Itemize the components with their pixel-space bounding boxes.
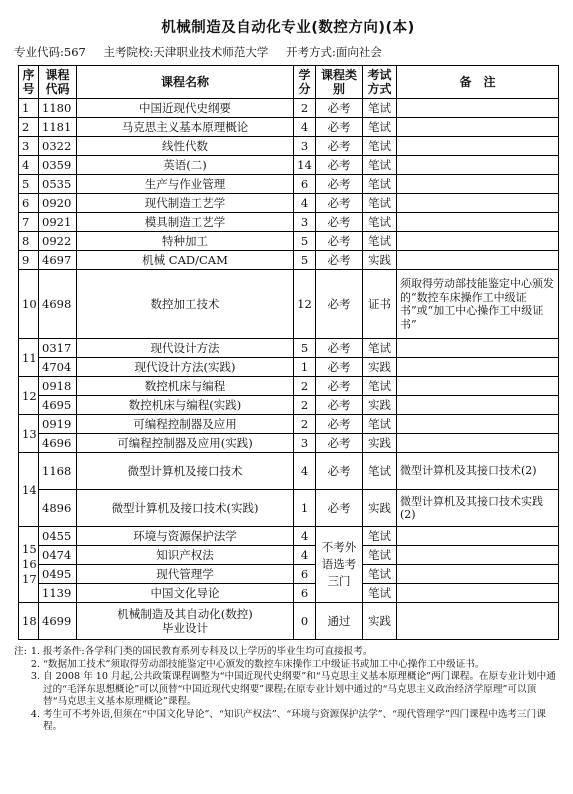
course-code: 0921 — [39, 213, 77, 232]
course-type: 必考 — [316, 156, 363, 175]
exam-method: 笔试 — [363, 584, 397, 603]
course-note — [397, 603, 559, 640]
exam-method: 证书 — [363, 270, 397, 339]
course-no: 14 — [19, 453, 39, 527]
course-type: 必考 — [316, 213, 363, 232]
header-note: 备 注 — [397, 66, 559, 99]
header-code: 课程代码 — [39, 66, 77, 99]
exam-method: 笔试 — [363, 118, 397, 137]
course-note — [397, 339, 559, 358]
table-row — [19, 232, 559, 251]
course-name: 数控机床与编程(实践) — [77, 396, 294, 415]
course-name: 数控加工技术 — [77, 270, 294, 339]
course-name: 机械 CAD/CAM — [77, 251, 294, 270]
course-note — [397, 377, 559, 396]
course-type: 必考 — [316, 339, 363, 358]
footnote-number: 4. — [30, 708, 40, 720]
course-note — [397, 99, 559, 118]
course-type: 必考 — [316, 377, 363, 396]
course-code: 0920 — [39, 194, 77, 213]
course-type: 必考 — [316, 453, 363, 490]
course-note — [397, 118, 559, 137]
table-row — [19, 251, 559, 270]
course-credit: 4 — [294, 546, 316, 565]
exam-method: 笔试 — [363, 377, 397, 396]
course-credit: 6 — [294, 584, 316, 603]
course-note — [397, 175, 559, 194]
course-name: 知识产权法 — [77, 546, 294, 565]
course-credit: 6 — [294, 175, 316, 194]
course-code: 1139 — [39, 584, 77, 603]
header-type: 课程类别 — [316, 66, 363, 99]
course-no: 11 — [19, 339, 39, 377]
course-type: 通过 — [316, 603, 363, 640]
table-row — [19, 358, 559, 377]
course-credit: 6 — [294, 565, 316, 584]
course-credit: 3 — [294, 434, 316, 453]
course-code: 0322 — [39, 137, 77, 156]
footnote-number: 3. — [30, 671, 40, 682]
table-row — [19, 453, 559, 490]
footnote-text: “数据加工技术”须取得劳动部技能鉴定中心颁发的数控车床操作工中级证书或加工中心操作工中级证书。 — [43, 658, 485, 670]
course-name: 中国近现代史纲要 — [77, 99, 294, 118]
exam-method: 实践 — [363, 603, 397, 640]
course-code: 0535 — [39, 175, 77, 194]
course-name: 微型计算机及接口技术(实践) — [77, 490, 294, 527]
document-page — [14, 16, 558, 734]
course-no: 7 — [19, 213, 39, 232]
course-credit: 2 — [294, 99, 316, 118]
course-credit: 1 — [294, 358, 316, 377]
exam-method: 实践 — [363, 358, 397, 377]
table-row — [19, 546, 559, 565]
exam-method: 笔试 — [363, 339, 397, 358]
course-code: 0474 — [39, 546, 77, 565]
course-name: 马克思主义基本原理概论 — [77, 118, 294, 137]
exam-method: 笔试 — [363, 546, 397, 565]
course-code: 1168 — [39, 453, 77, 490]
footnote-item — [18, 659, 558, 672]
table-row — [19, 156, 559, 175]
footnote-text: 考生可不考外语,但须在“中国文化导论”、“知识产权法”、“环境与资源保护法学”、“现代管理学”四门课程中选考三门课程。 — [43, 708, 546, 732]
course-credit: 2 — [294, 396, 316, 415]
course-code: 4697 — [39, 251, 77, 270]
course-code: 0922 — [39, 232, 77, 251]
course-code: 4896 — [39, 490, 77, 527]
table-row — [19, 396, 559, 415]
course-no: 1 — [19, 99, 39, 118]
header-name: 课程名称 — [77, 66, 294, 99]
table-row — [19, 377, 559, 396]
course-code: 1180 — [39, 99, 77, 118]
table-row — [19, 415, 559, 434]
elective-no-line: 15 — [22, 542, 37, 556]
course-credit: 1 — [294, 490, 316, 527]
footnote-number: 1. — [30, 646, 40, 657]
course-no: 12 — [19, 377, 39, 415]
course-name: 线性代数 — [77, 137, 294, 156]
course-credit: 4 — [294, 453, 316, 490]
course-no: 5 — [19, 175, 39, 194]
course-type: 必考 — [316, 194, 363, 213]
course-note — [397, 251, 559, 270]
exam-method: 笔试 — [363, 194, 397, 213]
exam-method: 笔试 — [363, 213, 397, 232]
course-credit: 2 — [294, 415, 316, 434]
exam-method: 实践 — [363, 396, 397, 415]
course-credit: 14 — [294, 156, 316, 175]
course-type: 必考 — [316, 99, 363, 118]
course-name: 现代设计方法(实践) — [77, 358, 294, 377]
table-row — [19, 339, 559, 358]
exam-method: 实践 — [363, 490, 397, 527]
course-no: 3 — [19, 137, 39, 156]
course-type: 必考 — [316, 434, 363, 453]
exam-method: 实践 — [363, 434, 397, 453]
course-note — [397, 415, 559, 434]
exam-method: 笔试 — [363, 175, 397, 194]
course-note — [397, 584, 559, 603]
course-no: 4 — [19, 156, 39, 175]
table-row — [19, 490, 559, 527]
footnote-text: 自 2008 年 10 月起,公共政策课程调整为“中国近现代史纲要”和“马克思主义基本原理概论”两门课程。在原专业计划中通过的“毛泽东思想概论”可以顶替“中国近现代史纲要”课程;在原专业计划中通过的“马克思主义政治经济学原理”可以顶替“马克思主义基本原理概论”课程。 — [43, 671, 556, 707]
course-type: 必考 — [316, 175, 363, 194]
exam-method: 实践 — [363, 251, 397, 270]
course-no: 13 — [19, 415, 39, 453]
course-note: 微型计算机及其接口技术实践(2) — [397, 490, 559, 527]
table-row — [19, 434, 559, 453]
footnote-number: 2. — [30, 658, 40, 670]
course-no: 10 — [19, 270, 39, 339]
table-row — [19, 175, 559, 194]
course-name: 机械制造及其自动化(数控)毕业设计 — [77, 603, 294, 640]
exam-school: 主考院校:天津职业技术师范大学 — [103, 45, 269, 59]
table-row — [19, 527, 559, 546]
exam-method: 笔试 — [363, 453, 397, 490]
course-credit: 5 — [294, 251, 316, 270]
course-no: 6 — [19, 194, 39, 213]
course-name: 特种加工 — [77, 232, 294, 251]
course-name: 微型计算机及接口技术 — [77, 453, 294, 490]
course-name: 环境与资源保护法学 — [77, 527, 294, 546]
course-code: 0317 — [39, 339, 77, 358]
course-note: 微型计算机及其接口技术(2) — [397, 453, 559, 490]
course-credit: 2 — [294, 377, 316, 396]
course-type: 必考 — [316, 415, 363, 434]
table-row — [19, 603, 559, 640]
course-note — [397, 213, 559, 232]
course-credit: 3 — [294, 137, 316, 156]
course-code: 0919 — [39, 415, 77, 434]
course-type: 必考 — [316, 396, 363, 415]
page-title: 机械制造及自动化专业(数控方向)(本) — [161, 20, 415, 36]
elective-no-line: 16 — [22, 557, 37, 571]
course-type: 必考 — [316, 251, 363, 270]
table-header-row — [19, 66, 559, 99]
course-name: 生产与作业管理 — [77, 175, 294, 194]
table-row — [19, 118, 559, 137]
course-credit: 0 — [294, 603, 316, 640]
course-code: 0359 — [39, 156, 77, 175]
footnote-text: 报考条件:各学科门类的国民教育系列专科及以上学历的毕业生均可直接报考。 — [43, 646, 373, 657]
elective-type: 不考外语选考三门 — [316, 527, 363, 603]
header-no: 序号 — [19, 66, 39, 99]
table-row — [19, 137, 559, 156]
course-no: 2 — [19, 118, 39, 137]
course-name: 现代管理学 — [77, 565, 294, 584]
exam-method: 笔试 — [363, 99, 397, 118]
course-type: 必考 — [316, 490, 363, 527]
program-code: 专业代码:567 — [14, 45, 86, 59]
course-credit: 12 — [294, 270, 316, 339]
course-name: 现代制造工艺学 — [77, 194, 294, 213]
course-name: 可编程控制器及应用 — [77, 415, 294, 434]
table-row — [19, 270, 559, 339]
table-body — [19, 99, 559, 640]
elective-group-no — [19, 527, 39, 603]
course-code: 4698 — [39, 270, 77, 339]
exam-method: 笔试 — [363, 527, 397, 546]
course-name: 英语(二) — [77, 156, 294, 175]
course-note — [397, 527, 559, 546]
course-type: 必考 — [316, 118, 363, 137]
course-note — [397, 156, 559, 175]
course-credit: 5 — [294, 232, 316, 251]
elective-no-line: 17 — [22, 572, 37, 586]
course-type: 必考 — [316, 232, 363, 251]
course-type: 必考 — [316, 270, 363, 339]
table-row — [19, 213, 559, 232]
course-table — [18, 65, 559, 640]
course-note — [397, 194, 559, 213]
course-code: 1181 — [39, 118, 77, 137]
exam-method: 笔试 — [363, 415, 397, 434]
footnote-item: 注: 1. 报考条件:各学科门类的国民教育系列专科及以上学历的毕业生均可直接报考。 — [18, 646, 558, 659]
table-row — [19, 99, 559, 118]
exam-method: 笔试 — [363, 232, 397, 251]
course-no: 18 — [19, 603, 39, 640]
course-note — [397, 546, 559, 565]
course-credit: 3 — [294, 213, 316, 232]
course-name: 中国文化导论 — [77, 584, 294, 603]
exam-method: 笔试 — [363, 565, 397, 584]
course-credit: 4 — [294, 194, 316, 213]
program-meta — [14, 44, 558, 60]
course-note: 须取得劳动部技能鉴定中心颁发的“数控车床操作工中级证书”或“加工中心操作工中级证书” — [397, 270, 559, 339]
course-note — [397, 434, 559, 453]
course-note — [397, 137, 559, 156]
course-code: 4695 — [39, 396, 77, 415]
course-credit: 4 — [294, 527, 316, 546]
course-note — [397, 565, 559, 584]
course-note — [397, 358, 559, 377]
footnote-item — [18, 671, 558, 709]
exam-method: 笔试 — [363, 137, 397, 156]
exam-method: 笔试 — [363, 156, 397, 175]
course-code: 0495 — [39, 565, 77, 584]
header-exam: 考试方式 — [363, 66, 397, 99]
course-name: 现代设计方法 — [77, 339, 294, 358]
course-credit: 5 — [294, 339, 316, 358]
course-code: 0455 — [39, 527, 77, 546]
table-row — [19, 584, 559, 603]
course-credit: 4 — [294, 118, 316, 137]
table-row — [19, 565, 559, 584]
course-type: 必考 — [316, 358, 363, 377]
footnotes — [14, 646, 558, 734]
course-no: 8 — [19, 232, 39, 251]
course-name: 模具制造工艺学 — [77, 213, 294, 232]
course-code: 4699 — [39, 603, 77, 640]
course-code: 4704 — [39, 358, 77, 377]
course-name: 数控机床与编程 — [77, 377, 294, 396]
course-type: 必考 — [316, 137, 363, 156]
footnote-item — [18, 709, 558, 734]
header-credit: 学分 — [294, 66, 316, 99]
course-no: 9 — [19, 251, 39, 270]
course-code: 0918 — [39, 377, 77, 396]
exam-mode: 开考方式:面向社会 — [286, 45, 382, 59]
course-note — [397, 232, 559, 251]
table-row — [19, 194, 559, 213]
course-name: 可编程控制器及应用(实践) — [77, 434, 294, 453]
course-code: 4696 — [39, 434, 77, 453]
course-note — [397, 396, 559, 415]
